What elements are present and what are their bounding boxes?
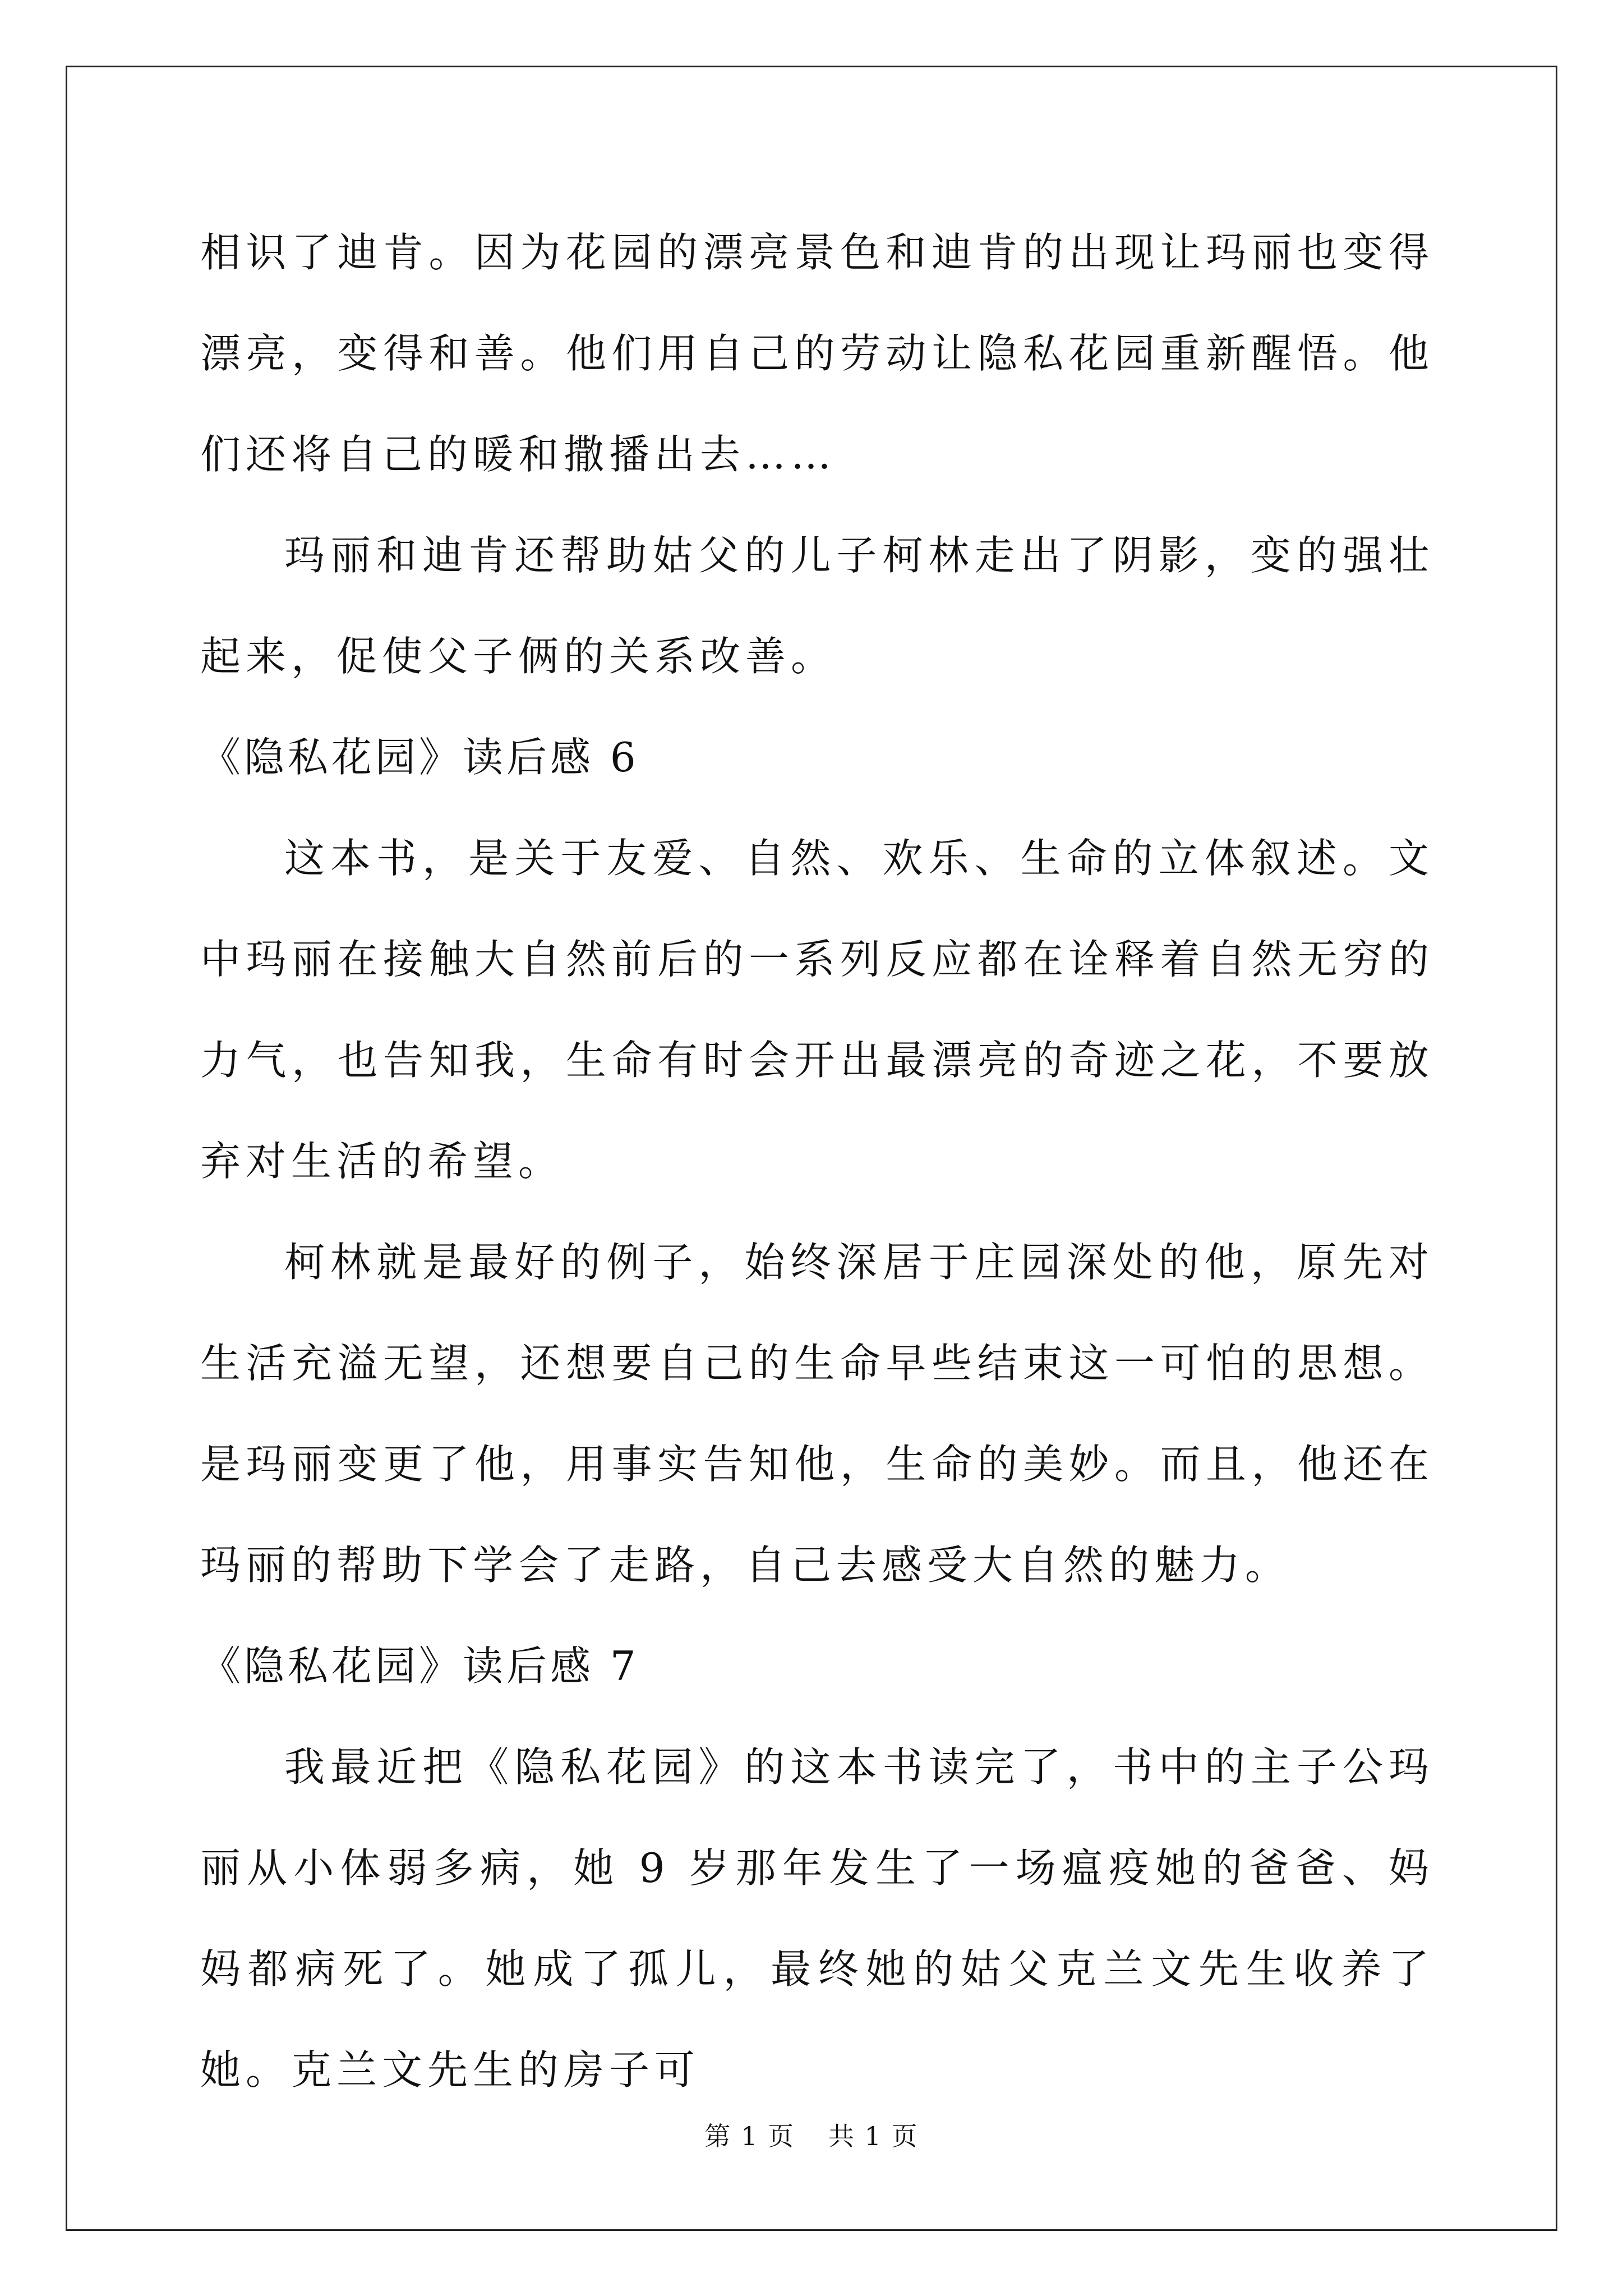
paragraph: 这本书，是关于友爱、自然、欢乐、生命的立体叙述。文中玛丽在接触大自然前后的一系列反应都在诠释着自然无穷的力气，也告知我，生命有时会开出最漂亮的奇迹之花，不要放弃对生活的希望。 — [200, 835, 1434, 1185]
paragraph: 柯林就是最好的例子，始终深居于庄园深处的他，原先对生活充溢无望，还想要自己的生命早些结束这一可怕的思想。是玛丽变更了他，用事实告知他，生命的美妙。而且，他还在玛丽的帮助下学会了走路，自己去感受大自然的魅力。 — [200, 1239, 1434, 1589]
paragraph: 我最近把《隐私花园》的这本书读完了，书中的主子公玛丽从小体弱多病，她 9 岁那年发生了一场瘟疫她的爸爸、妈妈都病死了。她成了孤儿，最终她的姑父克兰文先生收养了她。克兰文先生的房子可 — [200, 1743, 1434, 2093]
paragraph-continuation: 相识了迪肯。因为花园的漂亮景色和迪肯的出现让玛丽也变得漂亮，变得和善。他们用自己的劳动让隐私花园重新醒悟。他们还将自己的暖和撒播出去…… — [200, 229, 1434, 478]
section-heading: 《隐私花园》读后感 7 — [200, 1642, 639, 1690]
page-total: 共 1 页 — [828, 2121, 919, 2151]
page-number: 第 1 页 — [704, 2121, 795, 2151]
page-footer — [0, 2119, 1623, 2153]
section-heading: 《隐私花园》读后感 6 — [200, 734, 639, 781]
paragraph: 玛丽和迪肯还帮助姑父的儿子柯林走出了阴影，变的强壮起来，促使父子俩的关系改善。 — [200, 532, 1434, 680]
document-body — [200, 202, 1434, 2120]
